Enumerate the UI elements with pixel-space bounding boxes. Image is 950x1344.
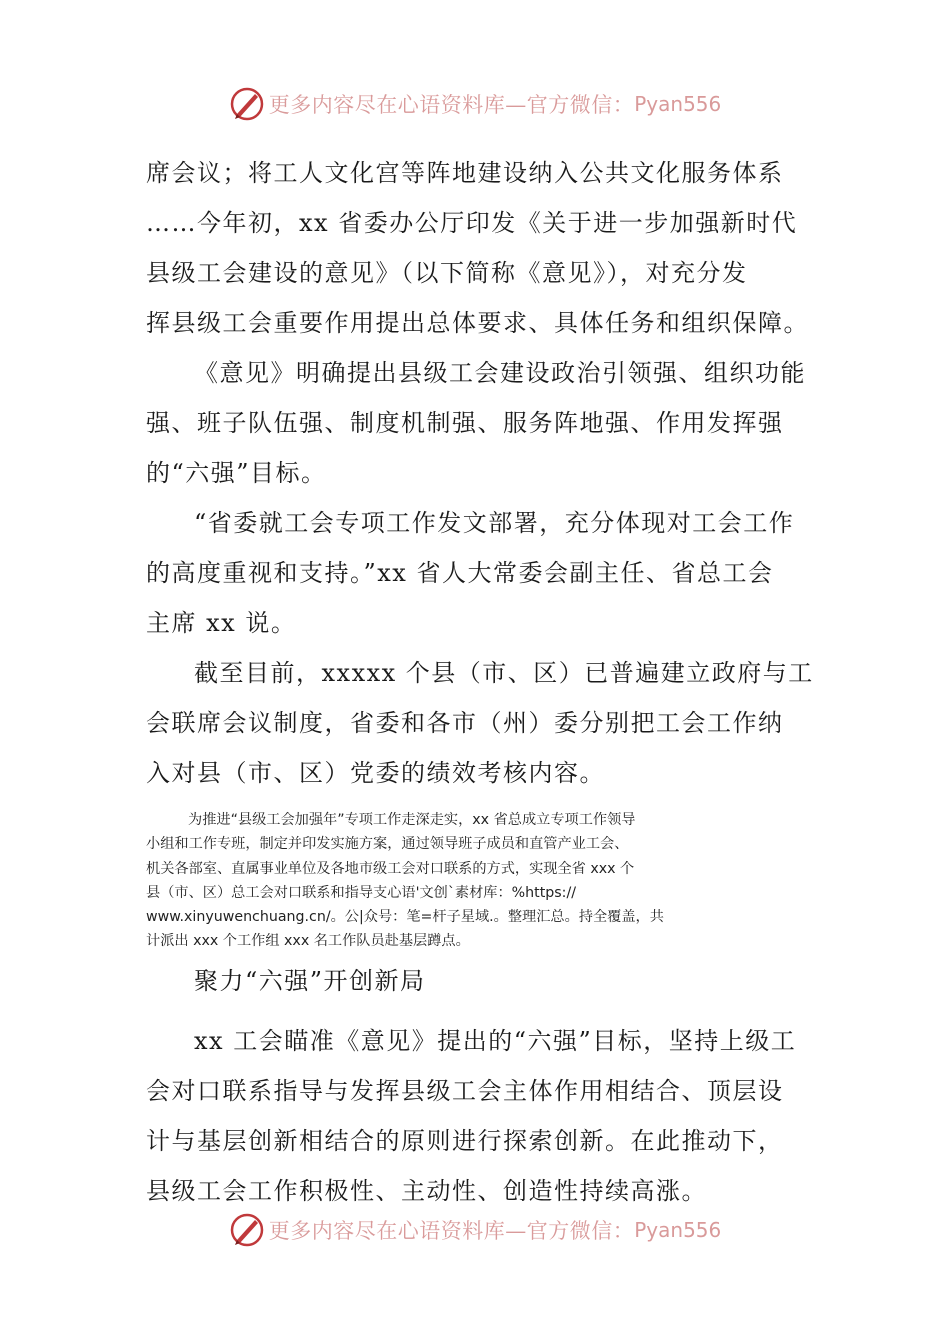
text-line: 会联席会议制度，省委和各市（州）委分别把工会工作纳 <box>146 709 784 737</box>
banner-handle: Pyan556 <box>634 92 722 116</box>
paragraph-3 <box>146 498 806 648</box>
text-line: 会对口联系指导与发挥县级工会主体作用相结合、顶层设 <box>146 1076 784 1105</box>
text-line: 的高度重视和支持。”xx 省人大常委会副主任、省总工会 <box>146 559 774 587</box>
banner-text: 更多内容尽在心语资料库—官方微信： <box>268 1219 635 1243</box>
paragraph-1 <box>146 148 809 348</box>
paragraph-2 <box>146 348 806 498</box>
section-heading: 聚力“六强”开创新局 <box>194 966 426 995</box>
pen-circle-logo-icon <box>229 1212 265 1248</box>
text-line: 强、班子队伍强、制度机制强、服务阵地强、作用发挥强 <box>146 409 784 437</box>
text-line: 县级工会工作积极性、主动性、创造性持续高涨。 <box>146 1176 707 1205</box>
banner-handle: Pyan556 <box>634 1218 722 1242</box>
small-text-line: 小组和工作专班，制定并印发实施方案，通过领导班子成员和直管产业工会、 <box>146 836 629 853</box>
text-line: 主席 xx 说。 <box>146 609 297 637</box>
small-text-line: 为推进“县级工会加强年”专项工作走深走实，xx 省总成立专项工作领导 <box>188 812 636 828</box>
pen-circle-logo-icon <box>229 86 265 122</box>
small-paragraph <box>146 808 806 954</box>
text-line: ……今年初，xx 省委办公厅印发《关于进一步加强新时代 <box>146 209 798 237</box>
text-line: 入对县（市、区）党委的绩效考核内容。 <box>146 759 605 787</box>
text-line: “省委就工会专项工作发文部署，充分体现对工会工作 <box>194 509 795 537</box>
text-line: 挥县级工会重要作用提出总体要求、具体任务和组织保障。 <box>146 309 809 337</box>
text-line: 县级工会建设的意见》（以下简称《意见》），对充分发 <box>146 259 748 287</box>
small-text-line: www.xinyuwenchuang.cn/。公|众号：笔=杆子星域.。整理汇总。持全覆盖，共 <box>146 909 664 926</box>
text-line: 截至目前，xxxxx 个县（市、区）已普遍建立政府与工 <box>194 659 814 687</box>
text-line: 的“六强”目标。 <box>146 459 327 487</box>
banner-text: 更多内容尽在心语资料库—官方微信： <box>268 93 635 117</box>
paragraph-final <box>146 1016 806 1216</box>
text-line: 席会议；将工人文化宫等阵地建设纳入公共文化服务体系 <box>146 159 784 187</box>
text-line: 计与基层创新相结合的原则进行探索创新。在此推动下， <box>146 1126 784 1155</box>
small-text-line: 县（市、区）总工会对口联系和指导支心语'文创`素材库：%https:// <box>146 884 577 901</box>
watermark-banner-top <box>0 84 950 124</box>
small-text-line: 计派出 xxx 个工作组 xxx 名工作队员赴基层蹲点。 <box>146 933 470 950</box>
text-line: 《意见》明确提出县级工会建设政治引领强、组织功能 <box>194 359 806 387</box>
small-text-line: 机关各部室、直属事业单位及各地市级工会对口联系的方式，实现全省 xxx 个 <box>146 860 635 877</box>
watermark-banner-bottom <box>0 1210 950 1250</box>
text-line: xx 工会瞄准《意见》提出的“六强”目标，坚持上级工 <box>194 1026 797 1055</box>
document-body <box>146 148 814 1216</box>
paragraph-4 <box>146 648 814 798</box>
